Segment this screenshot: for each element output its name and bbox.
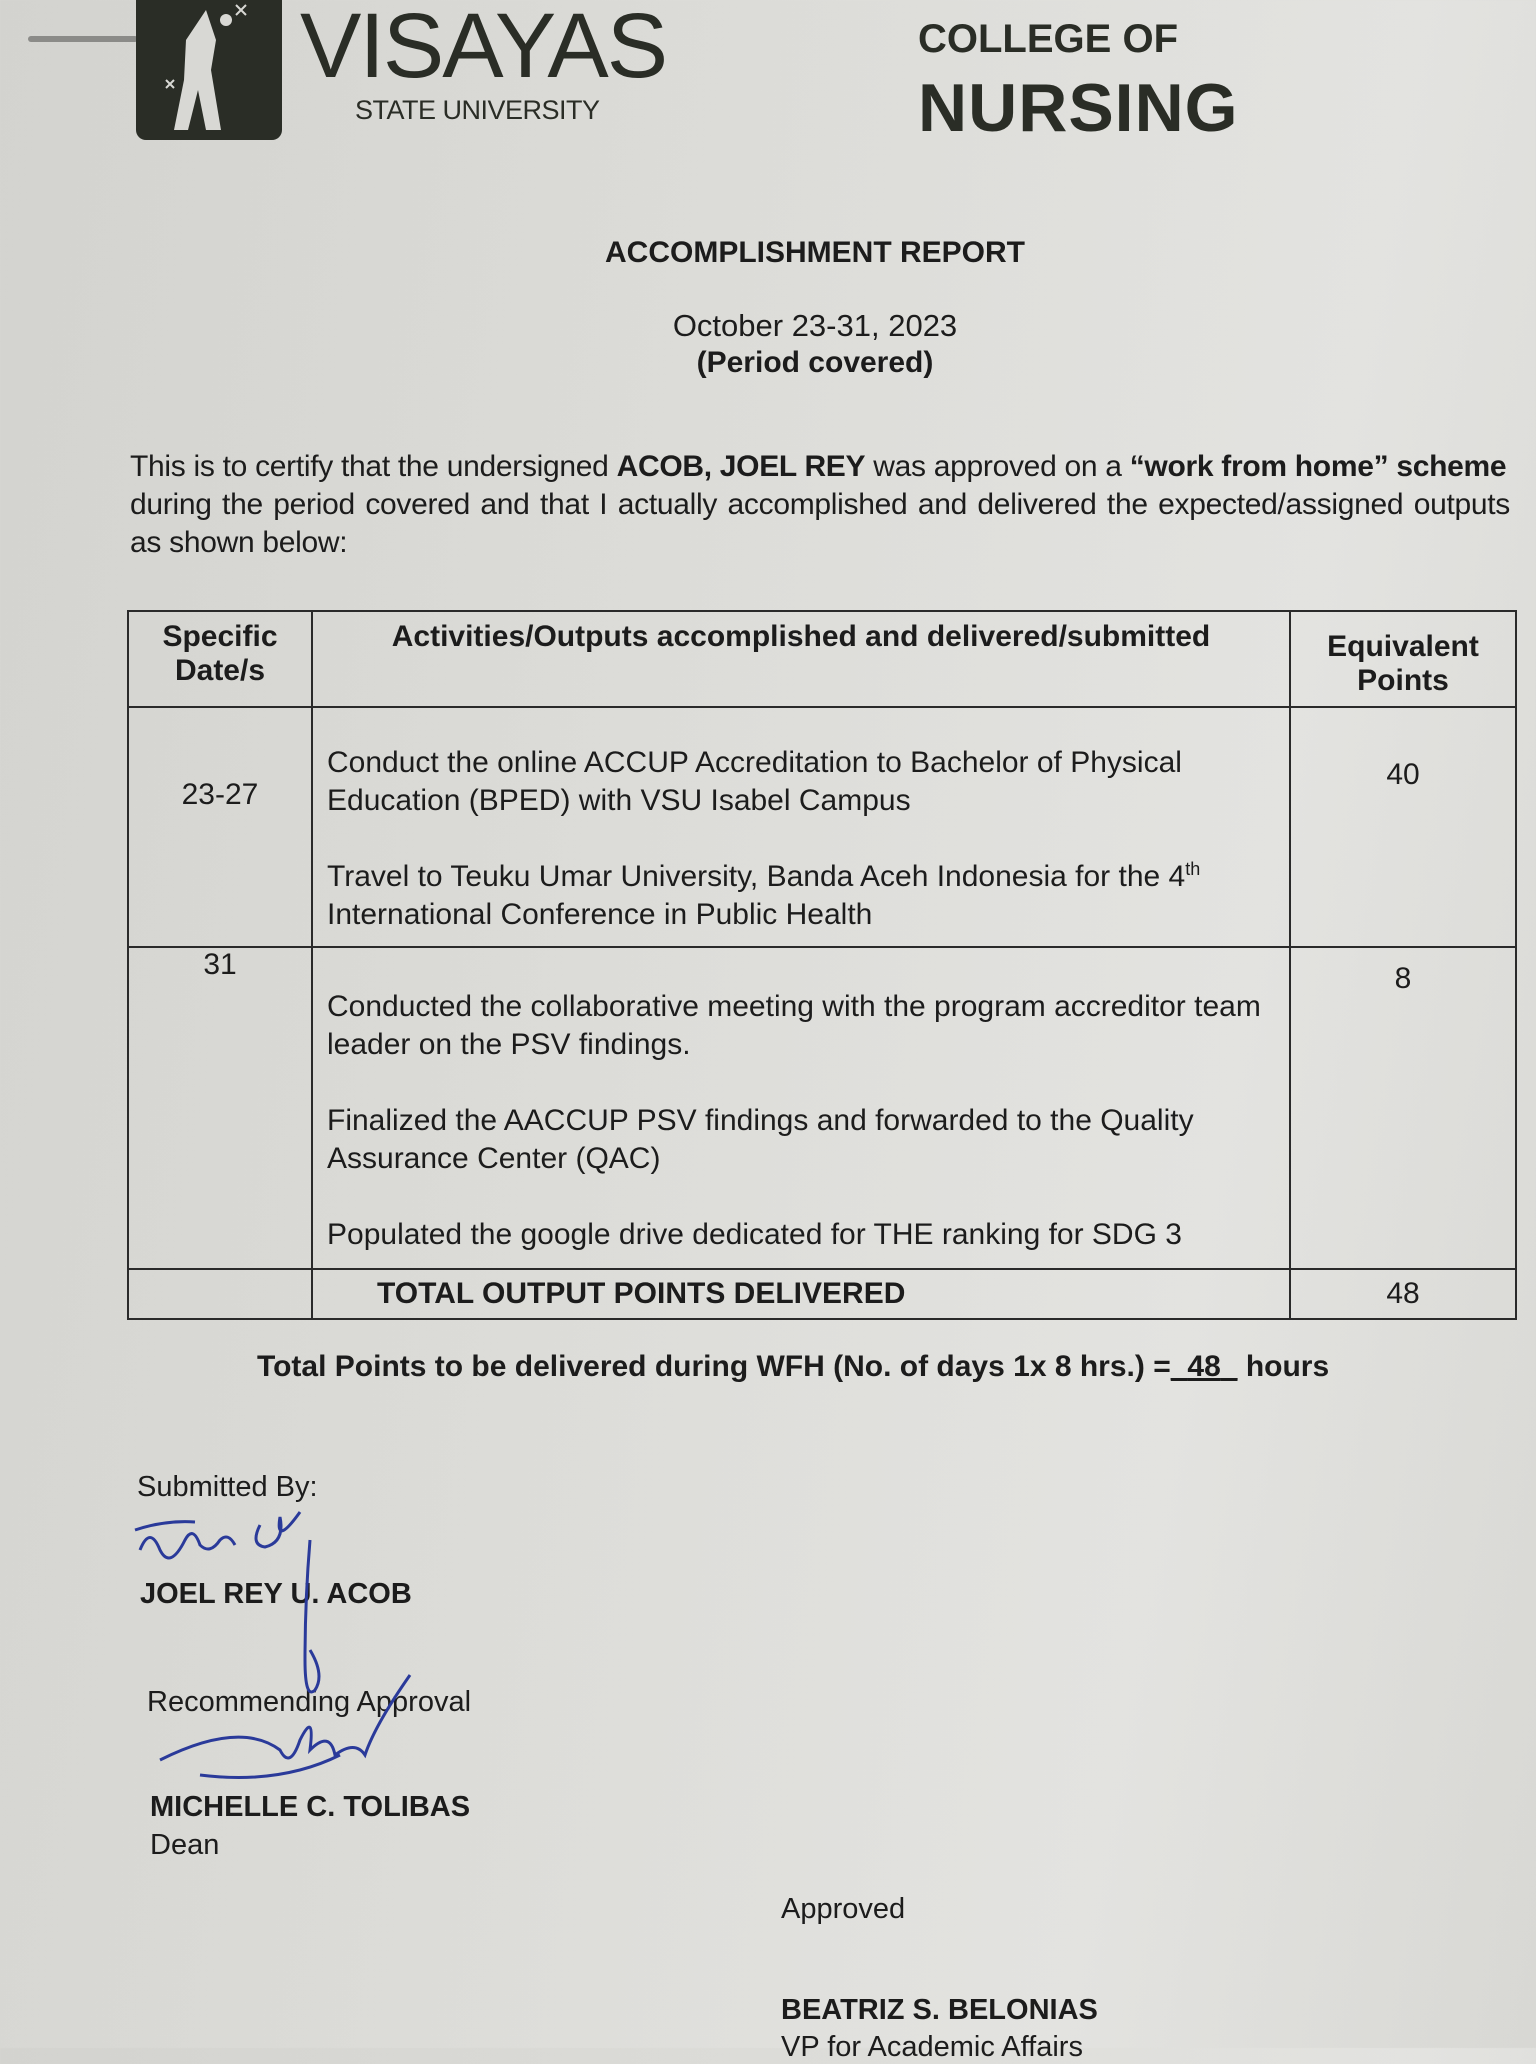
wfh-total-unit: hours [1237,1350,1330,1383]
header-activities: Activities/Outputs accomplished and delivered/submitted [312,611,1290,707]
row-date [128,947,312,1269]
row-activities [312,947,1290,1269]
row-points [1290,947,1516,1269]
recommending-name: MICHELLE C. TOLIBAS [150,1791,471,1823]
scheme: “work from home” scheme [1129,450,1507,483]
recommending-label: Recommending Approval [147,1686,472,1718]
activity-item: Conducted the collaborative meeting with the program accreditor team leader on the PSV findings. [327,990,1261,1061]
row-date [128,707,312,947]
signature-icon [120,1500,520,1820]
activity-item [327,858,1289,934]
wfh-total-value: 48 [1187,1350,1221,1383]
period-label: (Period covered) [696,346,934,379]
table-header-row [128,611,1516,707]
activity-item: Finalized the AACCUP PSV findings and forwarded to the Quality Assurance Center (QAC) [327,1104,1194,1175]
cert-text: during the period covered and that I actually accomplished and delivered the expected/assigned outputs as shown below: [130,488,1510,559]
points-text: 40 [1386,758,1420,791]
approved-name: BEATRIZ S. BELONIAS [781,1994,1098,2026]
table-row [128,947,1516,1269]
total-points-text: 48 [1386,1277,1420,1310]
activity-text: International Conference in Public Health [327,898,873,931]
recommending-title: Dean [150,1829,220,1861]
superscript: th [1185,859,1201,879]
pin-decoration [28,36,138,42]
submitted-by-label: Submitted By: [137,1471,318,1503]
employee-name: ACOB, JOEL REY [616,450,866,483]
total-points [1290,1269,1516,1319]
total-empty-cell [128,1269,312,1319]
college-label: COLLEGE OF [918,17,1178,61]
total-row [128,1269,1516,1319]
university-name: VISAYAS [300,0,667,97]
activity-item: Populated the google drive dedicated for THE ranking for SDG 3 [327,1218,1182,1251]
date-text: 31 [203,948,237,981]
certification-paragraph [130,448,1510,562]
university-subtitle: STATE UNIVERSITY [355,95,600,125]
wfh-total-line: Total Points to be delivered during WFH (No. of days 1x 8 hrs.) =_48_ hours [257,1350,1330,1383]
submitted-name: JOEL REY U. ACOB [140,1578,412,1610]
vsu-logo-icon [136,0,282,140]
row-activities [312,707,1290,947]
activity-text: Travel to Teuku Umar University, Banda Aceh Indonesia for the 4 [327,860,1186,893]
approved-title: VP for Academic Affairs [781,2031,1083,2063]
college-name: NURSING [918,70,1239,146]
activity-item: Conduct the online ACCUP Accreditation to Bachelor of Physical Education (BPED) with VSU Isabel Campus [327,746,1182,817]
report-title: ACCOMPLISHMENT REPORT [605,236,1025,269]
cert-text: was approved on a [865,450,1130,483]
total-label [312,1269,1290,1319]
points-text: 8 [1394,962,1412,995]
table-row [128,707,1516,947]
accomplishment-table [127,610,1517,1320]
approved-label: Approved [781,1893,906,1925]
date-text: 23-27 [181,778,259,811]
total-label-text: TOTAL OUTPUT POINTS DELIVERED [377,1277,906,1310]
report-period: October 23-31, 2023 [672,308,958,343]
header-points: Equivalent Points [1290,611,1516,707]
header-date: Specific Date/s [128,611,312,707]
row-points [1290,707,1516,947]
cert-text: This is to certify that the undersigned [130,450,617,483]
wfh-total-label: Total Points to be delivered during WFH (No. of days 1x 8 hrs.) = [257,1350,1171,1383]
